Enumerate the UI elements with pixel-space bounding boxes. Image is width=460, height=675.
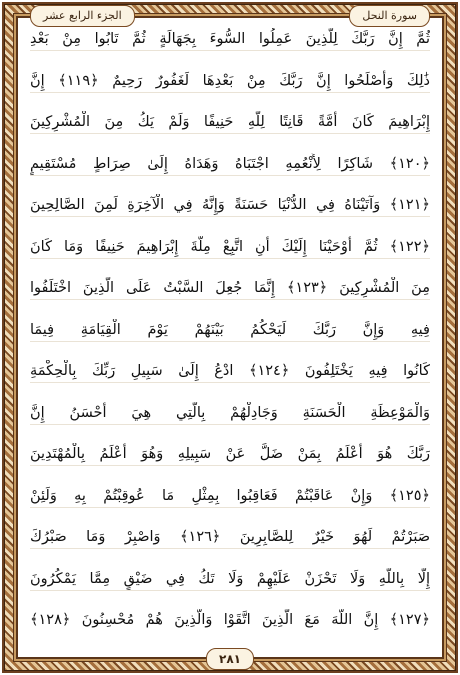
verse-line-3: إِبْرَاهِيمَ كَانَ أُمَّةً قَانِتًا لِلَّهِ حَنِيفًا وَلَمْ يَكُ مِنَ الْمُشْرِكِينَ [30,111,430,134]
verse-line-5: ﴿١٢١﴾ وَآتَيْنَاهُ فِي الدُّنْيَا حَسَنَةً وَإِنَّهُ فِي الْآخِرَةِ لَمِنَ الصَّالِحِينَ [30,194,430,217]
verse-line-7: مِنَ الْمُشْرِكِينَ ﴿١٢٣﴾ إِنَّمَا جُعِلَ السَّبْتُ عَلَى الَّذِينَ اخْتَلَفُوا [30,277,430,300]
verse-line-10: وَالْمَوْعِظَةِ الْحَسَنَةِ وَجَادِلْهُمْ بِالَّتِي هِيَ أَحْسَنُ إِنَّ [30,402,430,425]
verse-line-1: ثُمَّ إِنَّ رَبَّكَ لِلَّذِينَ عَمِلُوا السُّوءَ بِجَهَالَةٍ ثُمَّ تَابُوا مِنْ بَعْدِ [30,28,430,51]
page-number: ٢٨١ [206,648,254,670]
verse-line-15: ﴿١٢٧﴾ إِنَّ اللَّهَ مَعَ الَّذِينَ اتَّقَوْا وَالَّذِينَ هُمْ مُحْسِنُونَ ﴿١٢٨﴾ [30,612,430,628]
surah-label: سورة النحل [349,5,430,27]
verse-line-8: فِيهِ وَإِنَّ رَبَّكَ لَيَحْكُمُ بَيْنَهُمْ يَوْمَ الْقِيَامَةِ فِيمَا [30,319,430,342]
verse-line-6: ﴿١٢٢﴾ ثُمَّ أَوْحَيْنَا إِلَيْكَ أَنِ اتَّبِعْ مِلَّةَ إِبْرَاهِيمَ حَنِيفًا وَمَا كَانَ [30,236,430,259]
verse-text-block [24,24,436,633]
juz-label: الجزء الرابع عشر [30,5,135,27]
verse-line-4: ﴿١٢٠﴾ شَاكِرًا لِأَنْعُمِهِ اجْتَبَاهُ وَهَدَاهُ إِلَىٰ صِرَاطٍ مُسْتَقِيمٍ [30,153,430,176]
verse-line-13: صَبَرْتُمْ لَهُوَ خَيْرٌ لِلصَّابِرِينَ ﴿١٢٦﴾ وَاصْبِرْ وَمَا صَبْرُكَ [30,526,430,549]
verse-line-11: رَبَّكَ هُوَ أَعْلَمُ بِمَنْ ضَلَّ عَنْ سَبِيلِهِ وَهُوَ أَعْلَمُ بِالْمُهْتَدِينَ [30,443,430,466]
verse-line-2: ذَٰلِكَ وَأَصْلَحُوا إِنَّ رَبَّكَ مِنْ بَعْدِهَا لَغَفُورٌ رَحِيمٌ ﴿١١٩﴾ إِنَّ [30,70,430,93]
verse-line-9: كَانُوا فِيهِ يَخْتَلِفُونَ ﴿١٢٤﴾ ادْعُ إِلَىٰ سَبِيلِ رَبِّكَ بِالْحِكْمَةِ [30,360,430,383]
verse-line-14: إِلَّا بِاللَّهِ وَلَا تَحْزَنْ عَلَيْهِمْ وَلَا تَكُ فِي ضَيْقٍ مِمَّا يَمْكُرُونَ [30,568,430,591]
verse-line-12: ﴿١٢٥﴾ وَإِنْ عَاقَبْتُمْ فَعَاقِبُوا بِمِثْلِ مَا عُوقِبْتُمْ بِهِ وَلَئِنْ [30,485,430,508]
